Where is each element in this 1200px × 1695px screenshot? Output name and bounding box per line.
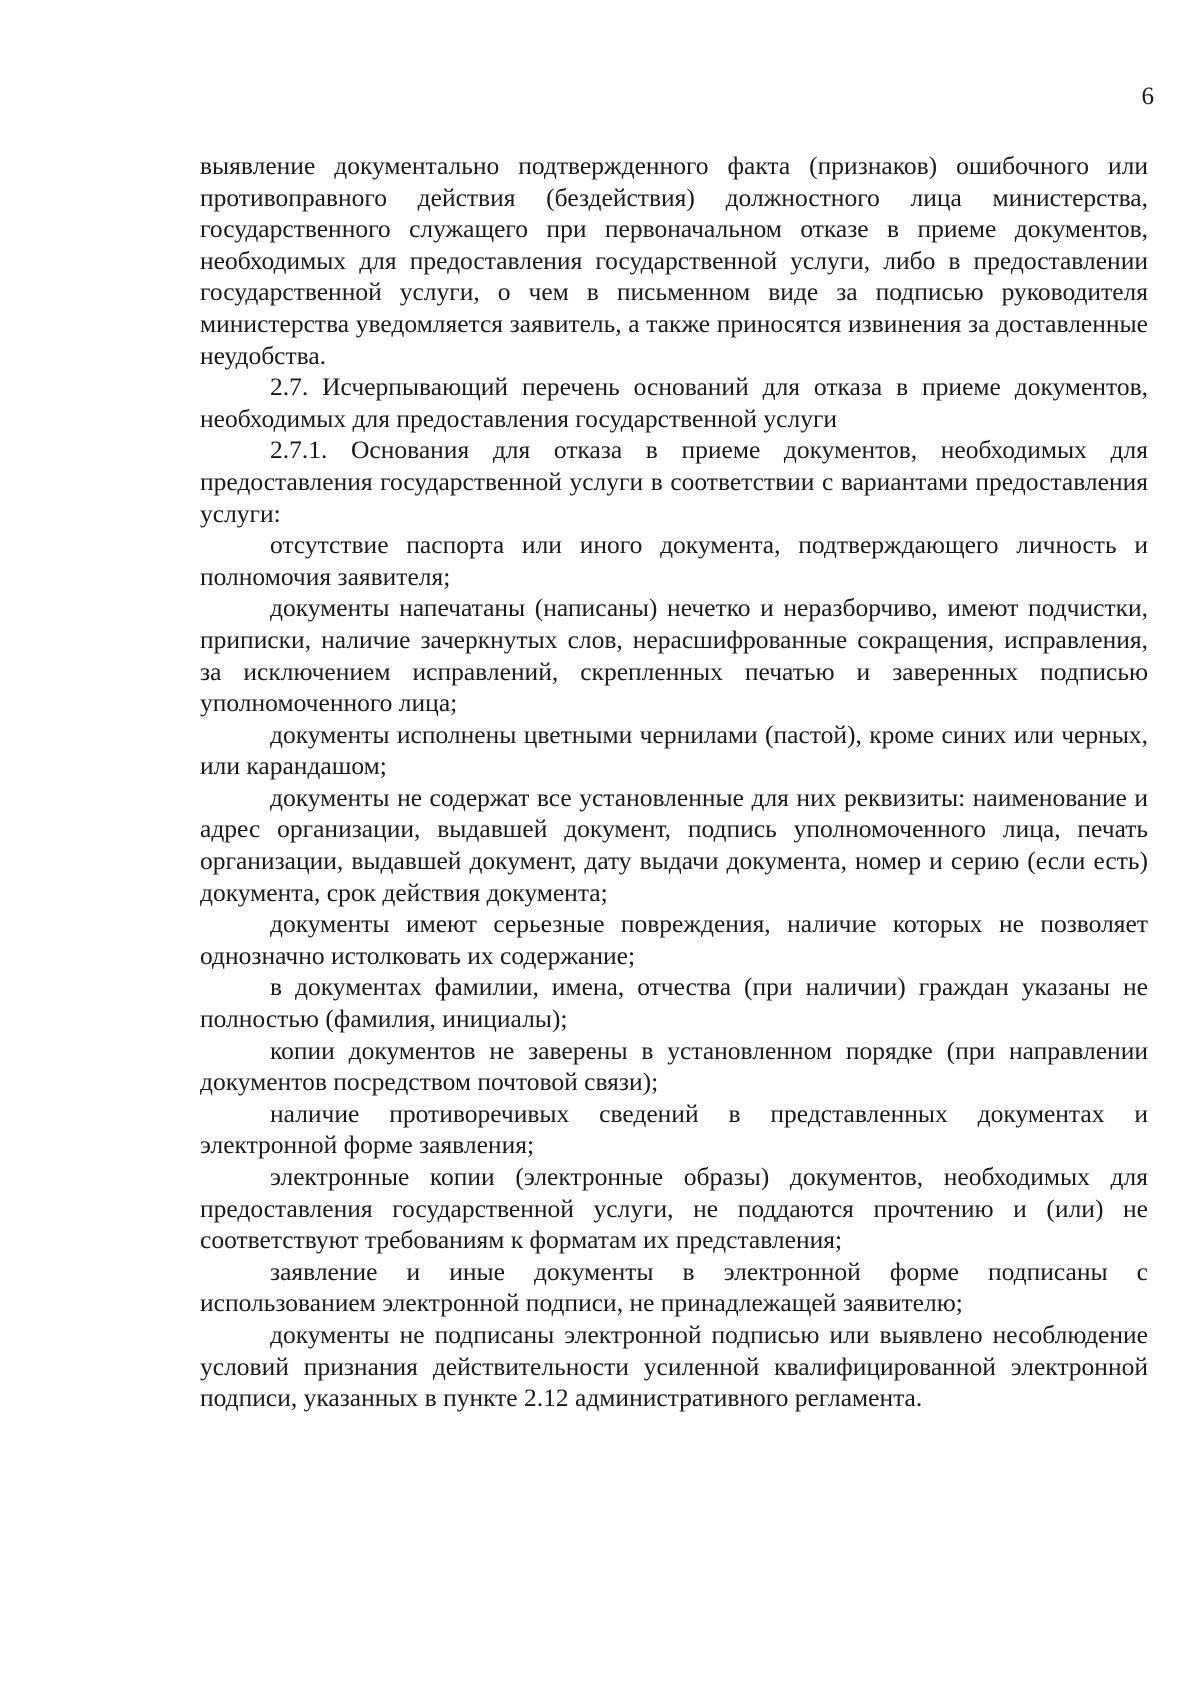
paragraph-error-detection: выявление документально подтвержденного факта (признаков) ошибочного или противоправного действия (бездействия) должностного лица министерства, государственного служащего при первоначальном отказе в приеме документов, необходимых для предоставления государственной услуги, либо в предоставлении государственной услуги, о чем в письменном виде за подписью руководителя министерства уведомляется заявитель, а также приносятся извинения за доставленные неудобства. [200,151,1148,370]
list-item-missing-requisites: документы не содержат все установленные для них реквизиты: наименование и адрес организации, выдавшей документ, подпись уполномоченного лица, печать организации, выдавшей документ, дату выдачи документа, номер и серию (если есть) документа, срок действия документа; [200,782,1148,907]
list-item-incomplete-names: в документах фамилии, имена, отчества (при наличии) граждан указаны не полностью (фамилия, инициалы); [200,972,1148,1034]
list-item-contradictory-info: наличие противоречивых сведений в представленных документах и электронной форме заявления; [200,1098,1148,1160]
section-2-7-1-heading: 2.7.1. Основания для отказа в приеме документов, необходимых для предоставления государственной услуги в соответствии с вариантами предоставления услуги: [200,435,1148,528]
page-number: 6 [1141,83,1154,110]
list-item-illegible-documents: документы напечатаны (написаны) нечетко и неразборчиво, имеют подчистки, приписки, наличие зачеркнутых слов, нерасшифрованные сокращения, исправления, за исключением исправлений, скрепленных печатью и заверенных подписью уполномоченного лица; [200,593,1148,718]
document-body [200,150,1148,1414]
list-item-no-passport: отсутствие паспорта или иного документа, подтверждающего личность и полномочия заявителя; [200,530,1148,591]
list-item-unsigned-documents: документы не подписаны электронной подписью или выявлено несоблюдение условий признания действительности усиленной квалифицированной электронной подписи, указанных в пункте 2.12 административного регламента. [200,1319,1148,1413]
list-item-uncertified-copies: копии документов не заверены в установленном порядке (при направлении документов посредством почтовой связи); [200,1035,1148,1097]
list-item-serious-damage: документы имеют серьезные повреждения, наличие которых не позволяет однозначно истолковать их содержание; [200,909,1148,970]
section-2-7-heading: 2.7. Исчерпывающий перечень оснований для отказа в приеме документов, необходимых для предоставления государственной услуги [200,372,1148,433]
list-item-unreadable-electronic-copies: электронные копии (электронные образы) документов, необходимых для предоставления государственной услуги, не поддаются прочтению и (или) не соответствуют требованиям к форматам их представления; [200,1162,1148,1255]
list-item-colored-ink: документы исполнены цветными чернилами (пастой), кроме синих или черных, или карандашом; [200,719,1148,781]
list-item-foreign-signature: заявление и иные документы в электронной форме подписаны с использованием электронной подписи, не принадлежащей заявителю; [200,1256,1148,1318]
